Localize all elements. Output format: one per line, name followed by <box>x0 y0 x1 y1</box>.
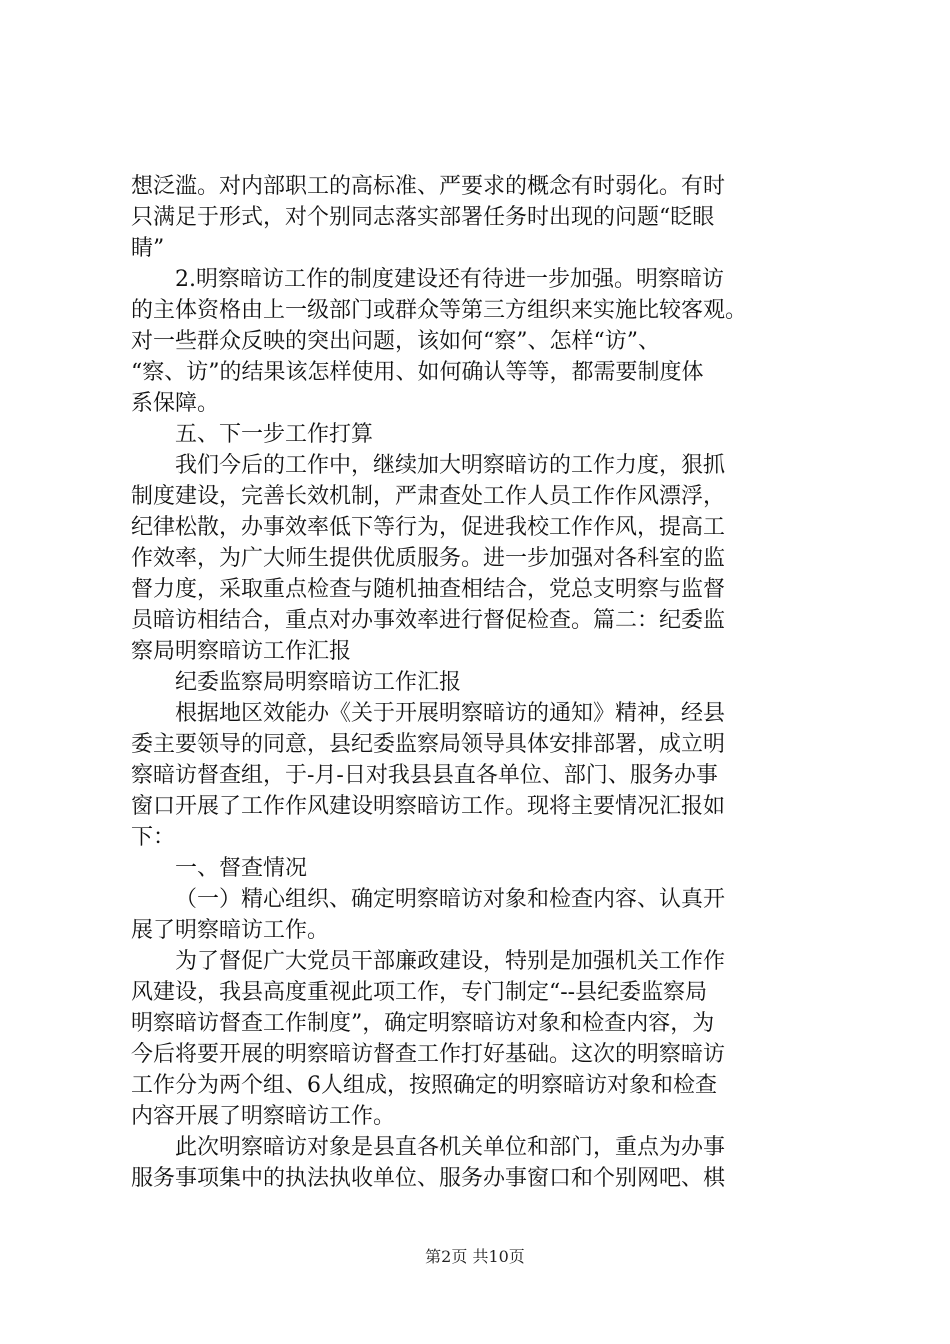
text-line: 2.明察暗访工作的制度建设还有待进一步加强。明察暗访 <box>175 267 724 292</box>
text-line: 委主要领导的同意，县纪委监察局领导具体安排部署，成立明 <box>131 732 726 757</box>
text-line: 制度建设，完善长效机制，严肃查处工作人员工作作风漂浮， <box>131 484 726 509</box>
text-line: 我们今后的工作中，继续加大明察暗访的工作力度，狠抓 <box>175 453 726 478</box>
text-line: 察暗访督查组，于-月-日对我县县直各单位、部门、服务办事 <box>131 763 718 788</box>
text-line: 明察暗访督查工作制度”，确定明察暗访对象和检查内容，为 <box>131 1011 715 1036</box>
page-number-footer: 第2页 共10页 <box>425 1247 525 1266</box>
text-line: 想泛滥。对内部职工的高标准、严要求的概念有时弱化。有时 <box>131 174 726 199</box>
document-body <box>131 171 851 1194</box>
text-line: 展了明察暗访工作。 <box>131 918 330 943</box>
text-line: 对一些群众反映的突出问题，该如何“察”、怎样“访”、 <box>131 329 660 354</box>
text-line: 五、下一步工作打算 <box>175 422 374 447</box>
text-line: 今后将要开展的明察暗访督查工作打好基础。这次的明察暗访 <box>131 1042 726 1067</box>
text-line: 工作分为两个组、6人组成，按照确定的明察暗访对象和检查 <box>131 1073 717 1098</box>
text-line: 下： <box>131 825 176 850</box>
text-line: 纪委监察局明察暗访工作汇报 <box>175 670 462 695</box>
text-line: 作效率，为广大师生提供优质服务。进一步加强对各科室的监 <box>131 546 726 571</box>
text-line: 系保障。 <box>131 391 220 416</box>
text-line: 根据地区效能办《关于开展明察暗访的通知》精神，经县 <box>175 701 726 726</box>
text-line: 只满足于形式，对个别同志落实部署任务时出现的问题“眨眼 <box>131 205 715 230</box>
text-line: 内容开展了明察暗访工作。 <box>131 1104 396 1129</box>
text-line: 窗口开展了工作作风建设明察暗访工作。现将主要情况汇报如 <box>131 794 726 819</box>
text-line: 风建设，我县高度重视此项工作，专门制定“--县纪委监察局 <box>131 980 708 1005</box>
text-line: 服务事项集中的执法执收单位、服务办事窗口和个别网吧、棋 <box>131 1166 726 1191</box>
text-line: 睛” <box>131 236 165 261</box>
text-line: 察局明察暗访工作汇报 <box>131 639 352 664</box>
text-line: 督力度，采取重点检查与随机抽查相结合，党总支明察与监督 <box>131 577 726 602</box>
text-line: 一、督查情况 <box>175 856 308 881</box>
text-line: 纪律松散，办事效率低下等行为，促进我校工作作风，提高工 <box>131 515 726 540</box>
text-line: （一）精心组织、确定明察暗访对象和检查内容、认真开 <box>175 887 726 912</box>
text-line: 此次明察暗访对象是县直各机关单位和部门，重点为办事 <box>175 1135 726 1160</box>
text-line: 员暗访相结合，重点对办事效率进行督促检查。篇二：纪委监 <box>131 608 726 633</box>
text-line: “察、访”的结果该怎样使用、如何确认等等，都需要制度体 <box>131 360 704 385</box>
text-line: 为了督促广大党员干部廉政建设，特别是加强机关工作作 <box>175 949 726 974</box>
text-line: 的主体资格由上一级部门或群众等第三方组织来实施比较客观。 <box>131 298 748 323</box>
